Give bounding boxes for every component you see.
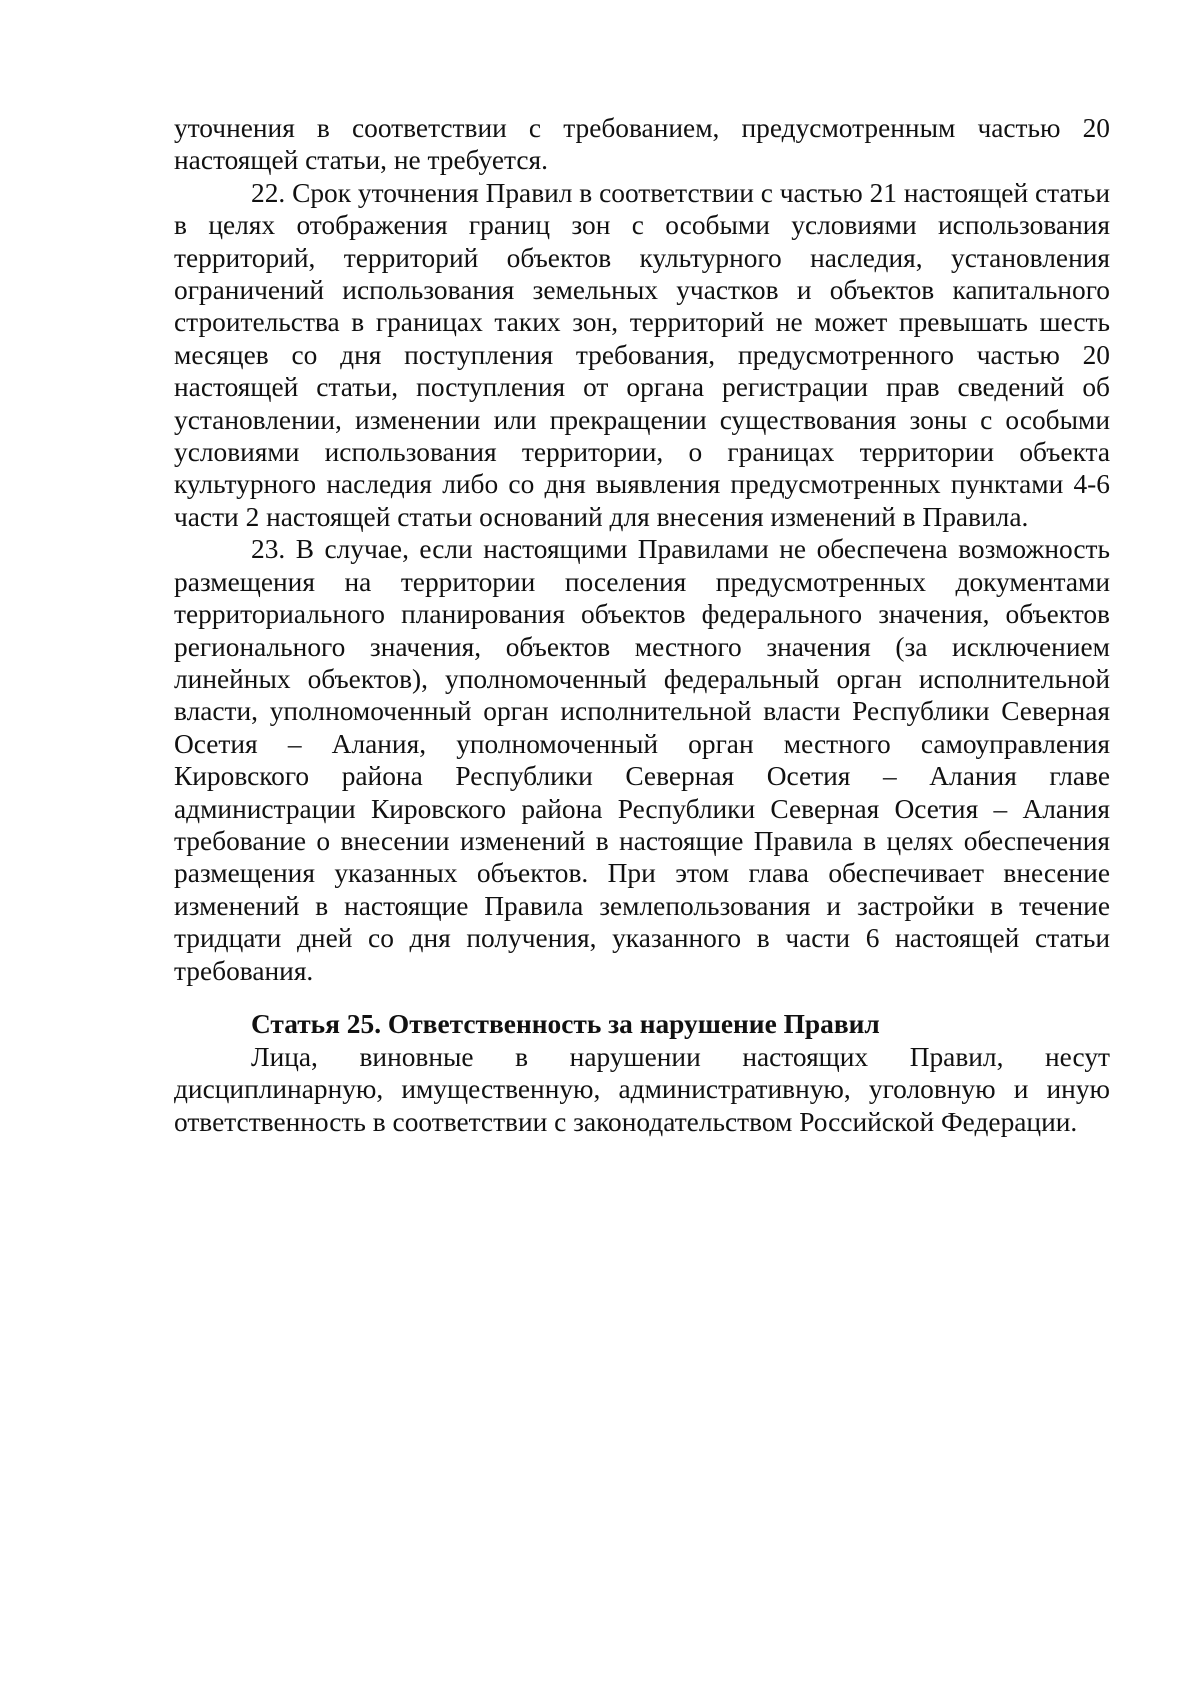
article-25-heading: Статья 25. Ответственность за нарушение Правил [251, 1008, 880, 1039]
document-body [174, 112, 1110, 1138]
paragraph-23: 23. В случае, если настоящими Правилами не обеспечена возможность размещения на территории поселения предусмотренных документами территориального планирования объектов федерального значения, объектов регионального значения, объектов местного значения (за исключением линейных объектов), уполномоченный федеральный орган исполнительной власти, уполномоченный орган исполнительной власти Республики Северная Осетия – Алания, уполномоченный орган местного самоуправления Кировского района Республики Северная Осетия – Алания главе администрации Кировского района Республики Северная Осетия – Алания требование о внесении изменений в настоящие Правила в целях обеспечения размещения указанных объектов. При этом глава обеспечивает внесение изменений в настоящие Правила землепользования и застройки в течение тридцати дней со дня получения, указанного в части 6 настоящей статьи требования. [174, 534, 1110, 986]
continuation-paragraph: уточнения в соответствии с требованием, предусмотренным частью 20 настоящей статьи, не требуется. [174, 113, 1110, 176]
paragraph-22: 22. Срок уточнения Правил в соответствии с частью 21 настоящей статьи в целях отображения границ зон с особыми условиями использования территорий, территорий объектов культурного наследия, установления ограничений использования земельных участков и объектов капитального строительства в границах таких зон, территорий не может превышать шесть месяцев со дня поступления требования, предусмотренного частью 20 настоящей статьи, поступления от органа регистрации прав сведений об установлении, изменении или прекращении существования зоны с особыми условиями использования территории, о границах территории объекта культурного наследия либо со дня выявления предусмотренных пунктами 4-6 части 2 настоящей статьи оснований для внесения изменений в Правила. [174, 177, 1110, 532]
article-25-paragraph: Лица, виновные в нарушении настоящих Правил, несут дисциплинарную, имущественную, административную, уголовную и иную ответственность в соответствии с законодательством Российской Федерации. [174, 1041, 1110, 1137]
